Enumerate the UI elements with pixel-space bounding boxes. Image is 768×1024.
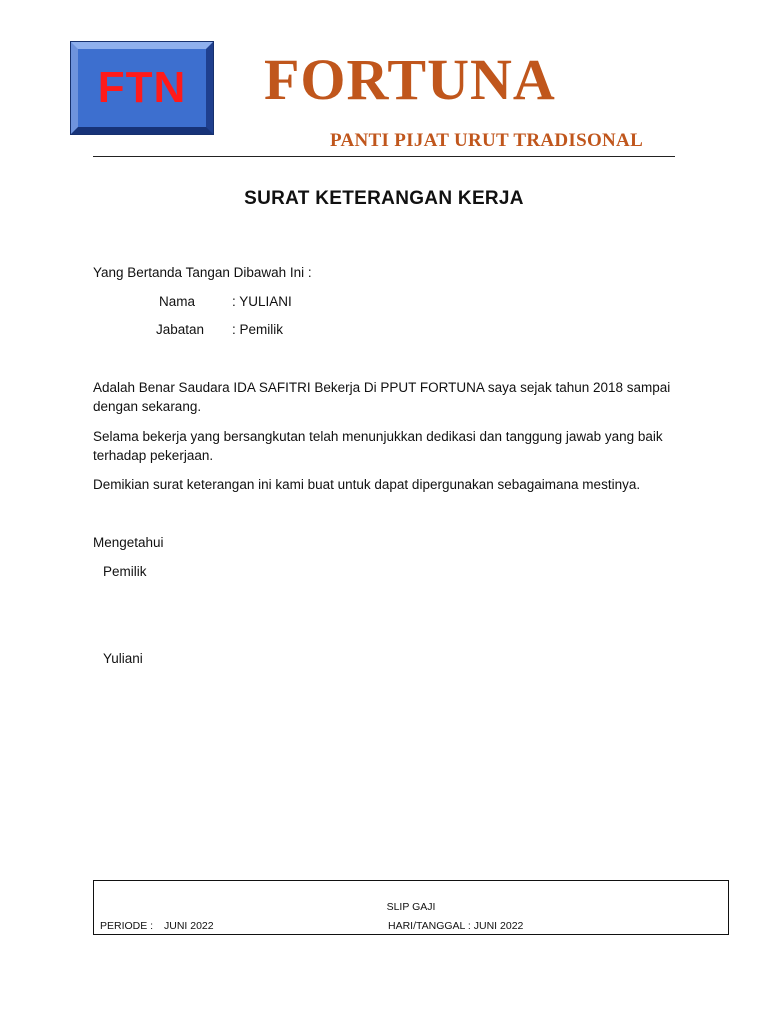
field-value-jabatan: : Pemilik: [232, 322, 284, 337]
letter-title: SURAT KETERANGAN KERJA: [244, 188, 524, 209]
brand-tagline: PANTI PIJAT URUT TRADISONAL: [330, 130, 644, 151]
logo-text: FTN: [97, 63, 187, 112]
paragraph-dedication: Selama bekerja yang bersangkutan telah menunjukkan dedikasi dan tanggung jawab yang baik terhadap pekerjaan.: [93, 429, 663, 463]
slip-periode-label: PERIODE :: [100, 920, 154, 932]
field-value-nama: : YULIANI: [232, 294, 292, 309]
salary-slip-box: [93, 880, 729, 935]
brand-name: FORTUNA: [264, 47, 556, 112]
paragraph-statement: Adalah Benar Saudara IDA SAFITRI Bekerja Di PPUT FORTUNA saya sejak tahun 2018 sampai dengan sekarang.: [93, 380, 671, 414]
signer-name: Yuliani: [103, 651, 143, 666]
intro-text: Yang Bertanda Tangan Dibawah Ini :: [93, 265, 312, 280]
slip-title: SLIP GAJI: [386, 901, 436, 913]
slip-hari-tanggal: HARI/TANGGAL : JUNI 2022: [388, 920, 524, 932]
header-divider: [93, 156, 675, 157]
paragraph-closing: Demikian surat keterangan ini kami buat untuk dapat dipergunakan sebagaimana mestinya.: [93, 477, 641, 492]
signer-role: Pemilik: [103, 564, 147, 579]
slip-periode-value: JUNI 2022: [164, 920, 214, 932]
ftn-logo: [71, 42, 213, 134]
field-label-nama: Nama: [159, 294, 196, 309]
acknowledge-label: Mengetahui: [93, 535, 164, 550]
field-label-jabatan: Jabatan: [156, 322, 205, 337]
